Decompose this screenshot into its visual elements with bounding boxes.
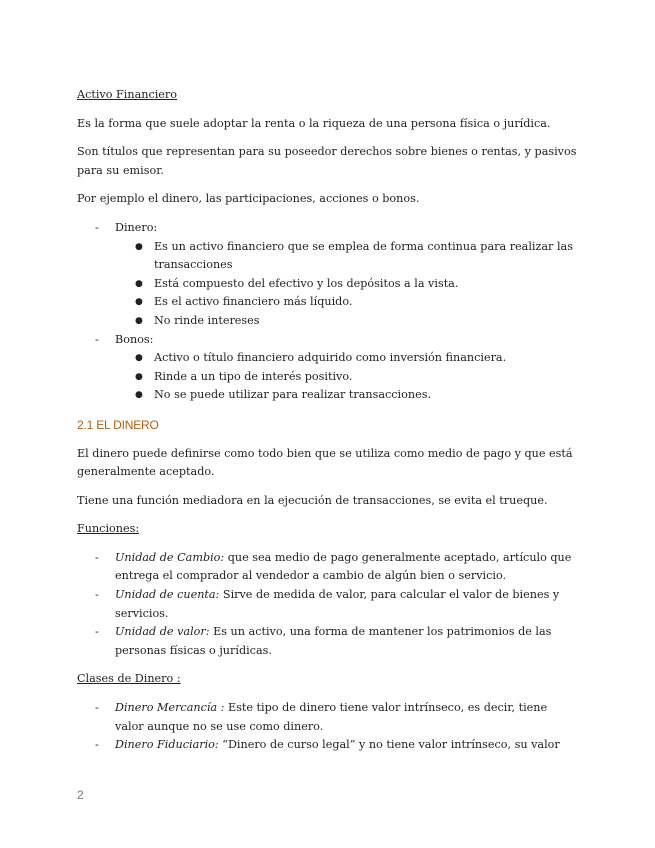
list-item-text: Activo o título financiero adquirido como inversión financiera. — [154, 351, 507, 365]
dash-marker: - — [95, 738, 99, 752]
term: Unidad de Cambio: — [115, 550, 225, 564]
list-item — [115, 275, 577, 294]
list-item-text: No rinde intereses — [154, 313, 260, 327]
definition: Sirve de medida de valor, para calcular el valor de bienes y servicios. — [115, 588, 560, 620]
subheading-funciones: Funciones: — [77, 522, 140, 536]
dash-marker: - — [95, 220, 99, 234]
list-item-label: Bonos: — [115, 332, 154, 346]
term: Dinero Mercancía : — [115, 701, 225, 715]
list-item — [77, 699, 577, 736]
dinero-sublist — [115, 238, 577, 331]
document-page — [77, 86, 577, 755]
definition: “Dinero de curso legal” y no tiene valor intrínseco, su valor — [218, 738, 560, 752]
page-number: 2 — [77, 788, 84, 802]
bullet-marker: ● — [135, 278, 143, 289]
list-item — [115, 238, 577, 275]
paragraph: Son títulos que representan para su poseedor derechos sobre bienes o rentas, y pasivos para su emisor. — [77, 145, 577, 177]
subheading-clases-de-dinero: Clases de Dinero : — [77, 672, 181, 686]
list-item-text: Es un activo financiero que se emplea de forma continua para realizar las transacciones — [154, 239, 573, 272]
paragraph: Por ejemplo el dinero, las participaciones, acciones o bonos. — [77, 192, 420, 206]
bullet-marker: ● — [135, 241, 143, 252]
dash-marker: - — [95, 701, 99, 715]
dash-marker: - — [95, 625, 99, 639]
list-item — [115, 349, 577, 368]
list-item-text: No se puede utilizar para realizar transacciones. — [154, 388, 431, 402]
dash-marker: - — [95, 332, 99, 346]
list-item — [115, 293, 577, 312]
list-item-text: Está compuesto del efectivo y los depósitos a la vista. — [154, 276, 459, 290]
bullet-marker: ● — [135, 315, 143, 326]
paragraph: Es la forma que suele adoptar la renta o la riqueza de una persona física o jurídica. — [77, 116, 551, 130]
dash-marker: - — [95, 588, 99, 602]
term: Unidad de cuenta: — [115, 588, 220, 602]
list-item-label: Dinero: — [115, 220, 158, 234]
paragraph: Tiene una función mediadora en la ejecución de transacciones, se evita el trueque. — [77, 493, 548, 507]
list-item — [77, 549, 577, 586]
funciones-list — [77, 549, 577, 661]
bullet-marker: ● — [135, 390, 143, 401]
term: Dinero Fiduciario: — [115, 738, 219, 752]
list-item — [77, 586, 577, 623]
term: Unidad de valor: — [115, 625, 210, 639]
bullet-marker: ● — [135, 371, 143, 382]
bullet-marker: ● — [135, 353, 143, 364]
list-item — [115, 368, 577, 387]
list-item — [115, 386, 577, 405]
activo-types-list — [77, 219, 577, 405]
section-heading-activo-financiero: Activo Financiero — [77, 88, 177, 101]
definition: Este tipo de dinero tiene valor intrínseco, es decir, tiene valor aunque no se use como dinero. — [115, 701, 548, 733]
list-item-text: Es el activo financiero más líquido. — [154, 295, 353, 309]
definition: Es un activo, una forma de mantener los patrimonios de las personas físicas o jurídicas. — [115, 625, 552, 657]
bonos-sublist — [115, 349, 577, 405]
list-item-bonos — [77, 331, 577, 405]
paragraph: El dinero puede definirse como todo bien que se utiliza como medio de pago y que está generalmente aceptado. — [77, 446, 573, 479]
list-item — [77, 736, 577, 755]
list-item — [115, 312, 577, 331]
list-item-dinero — [77, 219, 577, 331]
list-item-text: Rinde a un tipo de interés positivo. — [154, 369, 353, 383]
clases-list — [77, 699, 577, 755]
definition: que sea medio de pago generalmente aceptado, artículo que entrega el comprador al vendedor a cambio de algún bien o servicio. — [115, 550, 572, 583]
list-item — [77, 623, 577, 660]
section-heading-el-dinero: 2.1 EL DINERO — [77, 417, 159, 432]
bullet-marker: ● — [135, 297, 143, 308]
dash-marker: - — [95, 550, 99, 564]
